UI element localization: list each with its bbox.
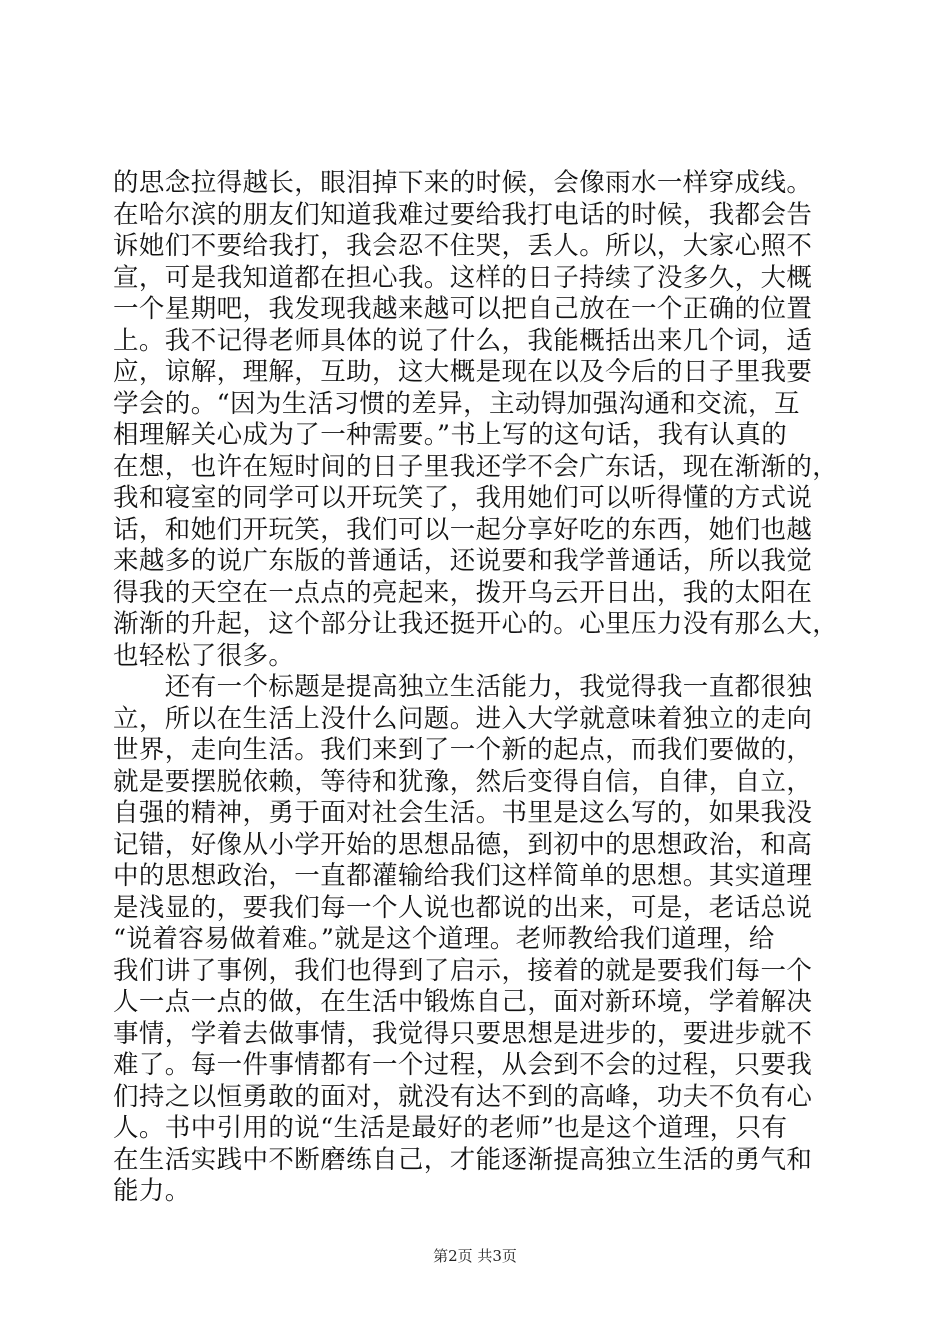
text-line: 的思念拉得越长，眼泪掉下来的时候，会像雨水一样穿成线。 (113, 168, 813, 198)
text-line: 立，所以在生活上没什么问题。进入大学就意味着独立的走向 (113, 703, 813, 734)
text-line: 诉她们不要给我打，我会忍不住哭，丢人。所以，大家心照不 (113, 231, 813, 261)
text-line: 上。我不记得老师具体的说了什么，我能概括出来几个词，适 (113, 325, 813, 356)
text-line: 宣，可是我知道都在担心我。这样的日子持续了没多久，大概 (113, 262, 813, 293)
text-line: 是浅显的，要我们每一个人说也都说的出来，可是，老话总说 (113, 892, 813, 923)
text-line: 应，谅解，理解，互助，这大概是现在以及今后的日子里我要 (113, 357, 813, 387)
text-line: 人。书中引用的说“生活是最好的老师”也是这个道理，只有 (113, 1113, 788, 1143)
text-line: 我们讲了事例，我们也得到了启示，接着的就是要我们每一个 (113, 955, 813, 986)
text-line: 人一点一点的做，在生活中锻炼自己，面对新环境，学着解决 (113, 987, 813, 1017)
text-line: 来越多的说广东版的普通话，还说要和我学普通话，所以我觉 (113, 546, 813, 576)
text-line: 相理解关心成为了一种需要。”书上写的这句话，我有认真的 (113, 420, 788, 450)
text-line: 在想，也许在短时间的日子里我还学不会广东话，现在渐渐的， (113, 451, 839, 482)
text-line: 学会的。“因为生活习惯的差异，主动锝加强沟通和交流，互 (113, 388, 800, 419)
text-line: 们持之以恒勇敢的面对，就没有达不到的高峰，功夫不负有心 (113, 1081, 813, 1112)
text-line: 在生活实践中不断磨练自己，才能逐渐提高独立生活的勇气和 (113, 1144, 813, 1175)
text-line: 话，和她们开玩笑，我们可以一起分享好吃的东西，她们也越 (113, 514, 813, 545)
text-line: 记错，好像从小学开始的思想品德，到初中的思想政治，和高 (113, 829, 813, 860)
text-line: “说着容易做着难。”就是这个道理。老师教给我们道理，给 (113, 924, 775, 954)
text-line: 在哈尔滨的朋友们知道我难过要给我打电话的时候，我都会告 (113, 199, 813, 230)
text-line: 事情，学着去做事情，我觉得只要思想是进步的，要进步就不 (113, 1018, 813, 1049)
text-line: 能力。 (113, 1176, 191, 1206)
text-line: 世界，走向生活。我们来到了一个新的起点，而我们要做的， (113, 735, 813, 765)
text-line: 得我的天空在一点点的亮起来，拨开乌云开日出，我的太阳在 (113, 577, 813, 608)
text-line: 自强的精神，勇于面对社会生活。书里是这么写的，如果我没 (113, 798, 813, 828)
text-line: 也轻松了很多。 (113, 640, 295, 671)
paragraph-start-line: 还有一个标题是提高独立生活能力，我觉得我一直都很独 (113, 672, 813, 702)
page-number-footer: 第2页 共3页 (433, 1247, 517, 1265)
text-line: 我和寝室的同学可以开玩笑了，我用她们可以听得懂的方式说 (113, 483, 813, 513)
text-line: 难了。每一件事情都有一个过程，从会到不会的过程，只要我 (113, 1050, 813, 1080)
text-line: 一个星期吧，我发现我越来越可以把自己放在一个正确的位置 (113, 294, 813, 324)
text-line: 就是要摆脱依赖，等待和犹豫，然后变得自信，自律，自立， (113, 766, 813, 797)
document-body (113, 168, 845, 1208)
text-line: 渐渐的升起，这个部分让我还挺开心的。心里压力没有那么大， (113, 609, 839, 639)
text-line: 中的思想政治，一直都灌输给我们这样简单的思想。其实道理 (113, 861, 813, 891)
